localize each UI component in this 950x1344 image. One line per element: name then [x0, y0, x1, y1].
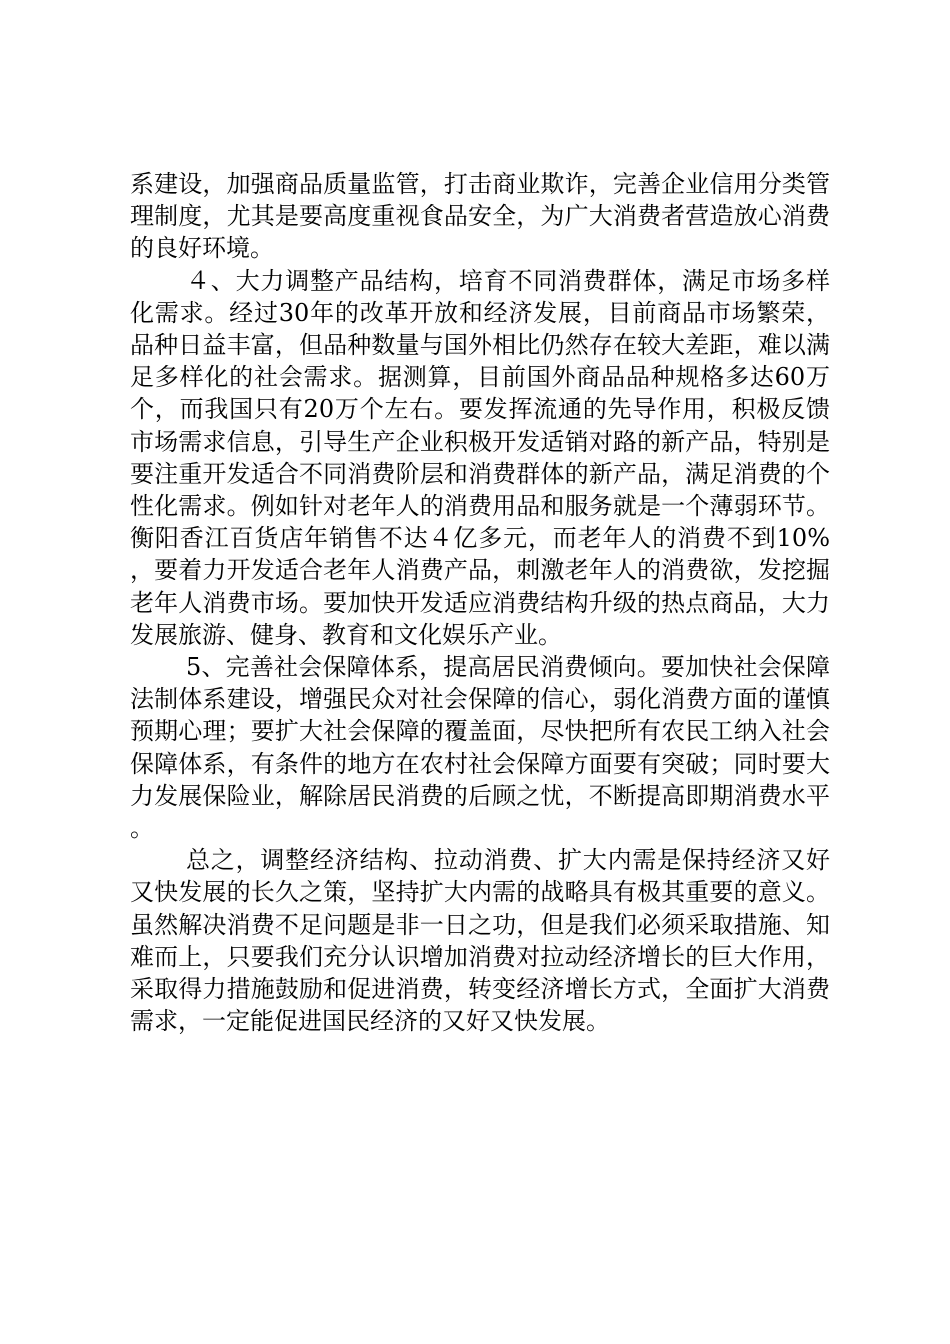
paragraph-social-security: 5、完善社会保障体系，提高居民消费倾向。要加快社会保障法制体系建设，增强民众对社会保障的信心，弱化消费方面的谨慎预期心理；要扩大社会保障的覆盖面，尽快把所有农民工纳入社会保障体系，有条件的地方在农村社会保障方面要有突破；同时要大力发展保险业，解除居民消费的后顾之忧，不断提高即期消费水平。 — [130, 653, 830, 843]
paragraph-product-structure: ４、大力调整产品结构，培育不同消费群体，满足市场多样化需求。经过30年的改革开放和经济发展，目前商品市场繁荣，品种日益丰富，但品种数量与国外相比仍然存在较大差距，难以满足多样化的社会需求。据测算，目前国外商品品种规格多达60万个，而我国只有20万个左右。要发挥流通的先导作用，积极反馈市场需求信息，引导生产企业积极开发适销对路的新产品，特别是要注重开发适合不同消费阶层和消费群体的新产品，满足消费的个性化需求。例如针对老年人的消费用品和服务就是一个薄弱环节。衡阳香江百货店年销售不达４亿多元，而老年人的消费不到10%，要着力开发适合老年人消费产品，刺激老年人的消费欲，发挖掘老年人消费市场。要加快开发适应消费结构升级的热点商品，大力发展旅游、健身、教育和文化娱乐产业。 — [130, 266, 830, 649]
paragraph-continuation: 系建设，加强商品质量监管，打击商业欺诈，完善企业信用分类管理制度，尤其是要高度重视食品安全，为广大消费者营造放心消费的良好环境。 — [130, 170, 830, 263]
paragraph-conclusion: 总之，调整经济结构、拉动消费、扩大内需是保持经济又好又快发展的长久之策，坚持扩大内需的战略具有极其重要的意义。虽然解决消费不足问题是非一日之功，但是我们必须采取措施、知难而上，只要我们充分认识增加消费对拉动经济增长的巨大作用，采取得力措施鼓励和促进消费，转变经济增长方式，全面扩大消费需求，一定能促进国民经济的又好又快发展。 — [130, 846, 830, 1036]
document-body — [130, 168, 830, 1037]
